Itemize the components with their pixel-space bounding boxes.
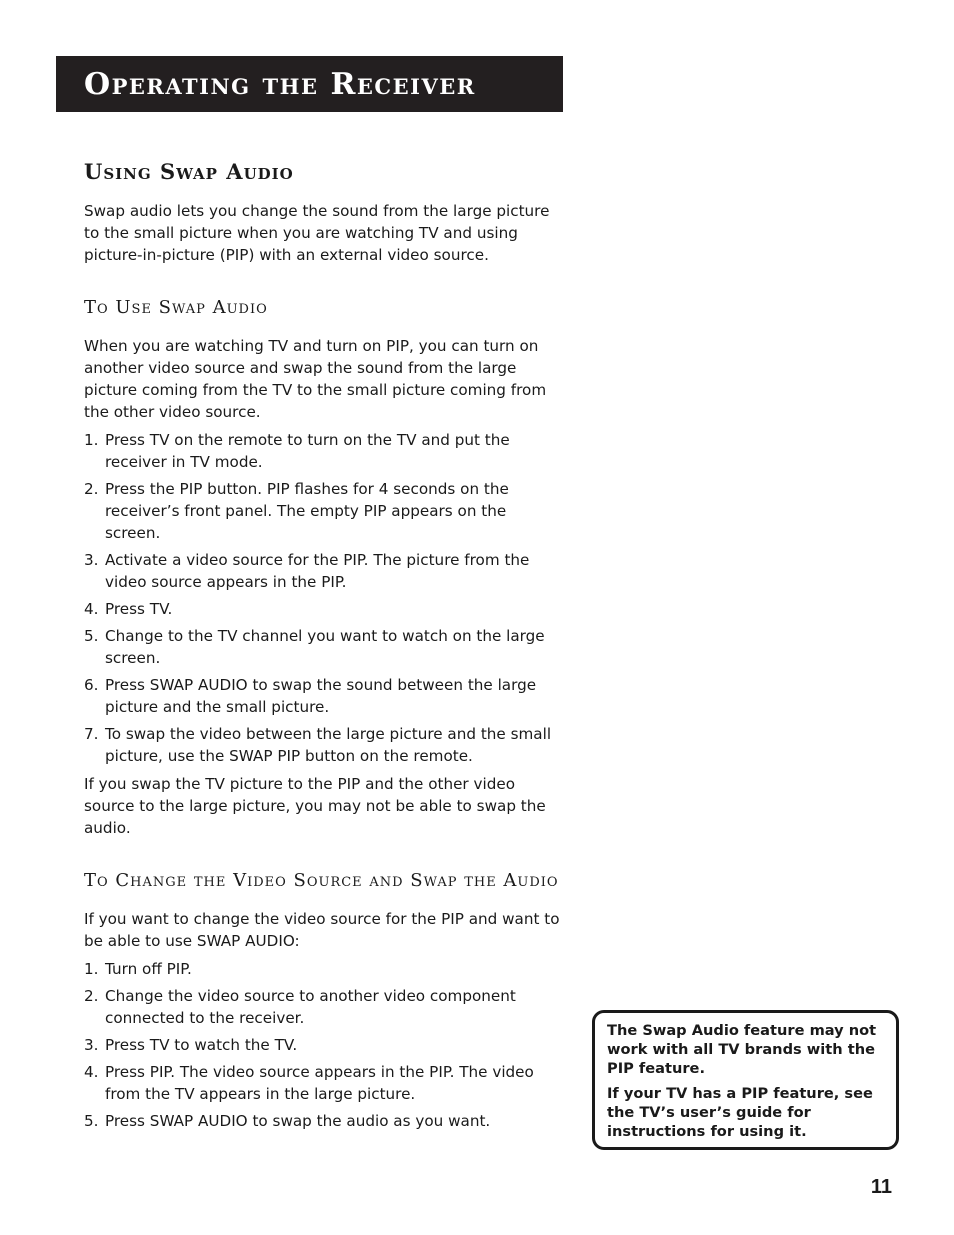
change-source-lead: If you want to change the video source for the PIP and want to be able to use SWAP AUDIO: [84,910,560,950]
step-text: Change the video source to another video component connected to the receiver. [105,987,516,1027]
step-number: 3. [84,551,99,569]
step-text: Press SWAP AUDIO to swap the sound between the large picture and the small picture. [105,676,537,716]
change-source-heading: To Change the Video Source and Swap the Audio [84,870,559,891]
step-text: Press TV on the remote to turn on the TV and put the receiver in TV mode. [105,431,510,471]
list-item [84,674,564,718]
page-banner [56,56,563,112]
step-text: Activate a video source for the PIP. The picture from the video source appears in the PIP. [105,551,530,591]
list-item [84,958,564,980]
step-number: 3. [84,1036,99,1054]
note-box [592,1010,899,1150]
step-number: 2. [84,480,99,498]
step-number: 1. [84,960,99,978]
note-line-2: If your TV has a PIP feature, see the TV’s user’s guide for instructions for using it. [607,1085,873,1140]
list-item [84,478,564,544]
list-item [84,549,564,593]
use-swap-after: If you swap the TV picture to the PIP and the other video source to the large picture, you may not be able to swap the audio. [84,775,546,837]
step-text: Turn off PIP. [105,960,192,978]
step-text: To swap the video between the large picture and the small picture, use the SWAP PIP button on the remote. [105,725,552,765]
step-number: 5. [84,1112,99,1130]
use-swap-steps [84,429,564,767]
step-number: 5. [84,627,99,645]
main-content [84,158,564,1138]
banner-title: Operating the Receiver [84,66,476,102]
page-number: 11 [870,1176,892,1198]
list-item [84,723,564,767]
step-number: 2. [84,987,99,1005]
step-number: 7. [84,725,99,743]
step-text: Press the PIP button. PIP flashes for 4 seconds on the receiver’s front panel. The empty PIP appears on the screen. [105,480,509,542]
change-source-steps [84,958,564,1132]
use-swap-heading: To Use Swap Audio [84,297,268,318]
step-number: 4. [84,1063,99,1081]
list-item [84,1034,564,1056]
step-number: 1. [84,431,99,449]
list-item [84,429,564,473]
section-intro: Swap audio lets you change the sound from the large picture to the small picture when you are watching TV and using picture-in-picture (PIP) with an external video source. [84,202,550,264]
step-text: Press PIP. The video source appears in the PIP. The video from the TV appears in the large picture. [105,1063,534,1103]
step-text: Press SWAP AUDIO to swap the audio as you want. [105,1112,491,1130]
section-heading: Using Swap Audio [84,159,294,184]
list-item [84,1110,564,1132]
list-item [84,625,564,669]
list-item [84,598,564,620]
list-item [84,985,564,1029]
step-text: Press TV to watch the TV. [105,1036,298,1054]
note-line-1: The Swap Audio feature may not work with all TV brands with the PIP feature. [607,1022,877,1077]
step-number: 4. [84,600,99,618]
use-swap-lead: When you are watching TV and turn on PIP, you can turn on another video source and swap the sound from the large picture coming from the TV to the small picture coming from the other video source. [84,337,547,421]
step-number: 6. [84,676,99,694]
list-item [84,1061,564,1105]
step-text: Change to the TV channel you want to watch on the large screen. [105,627,545,667]
step-text: Press TV. [105,600,173,618]
